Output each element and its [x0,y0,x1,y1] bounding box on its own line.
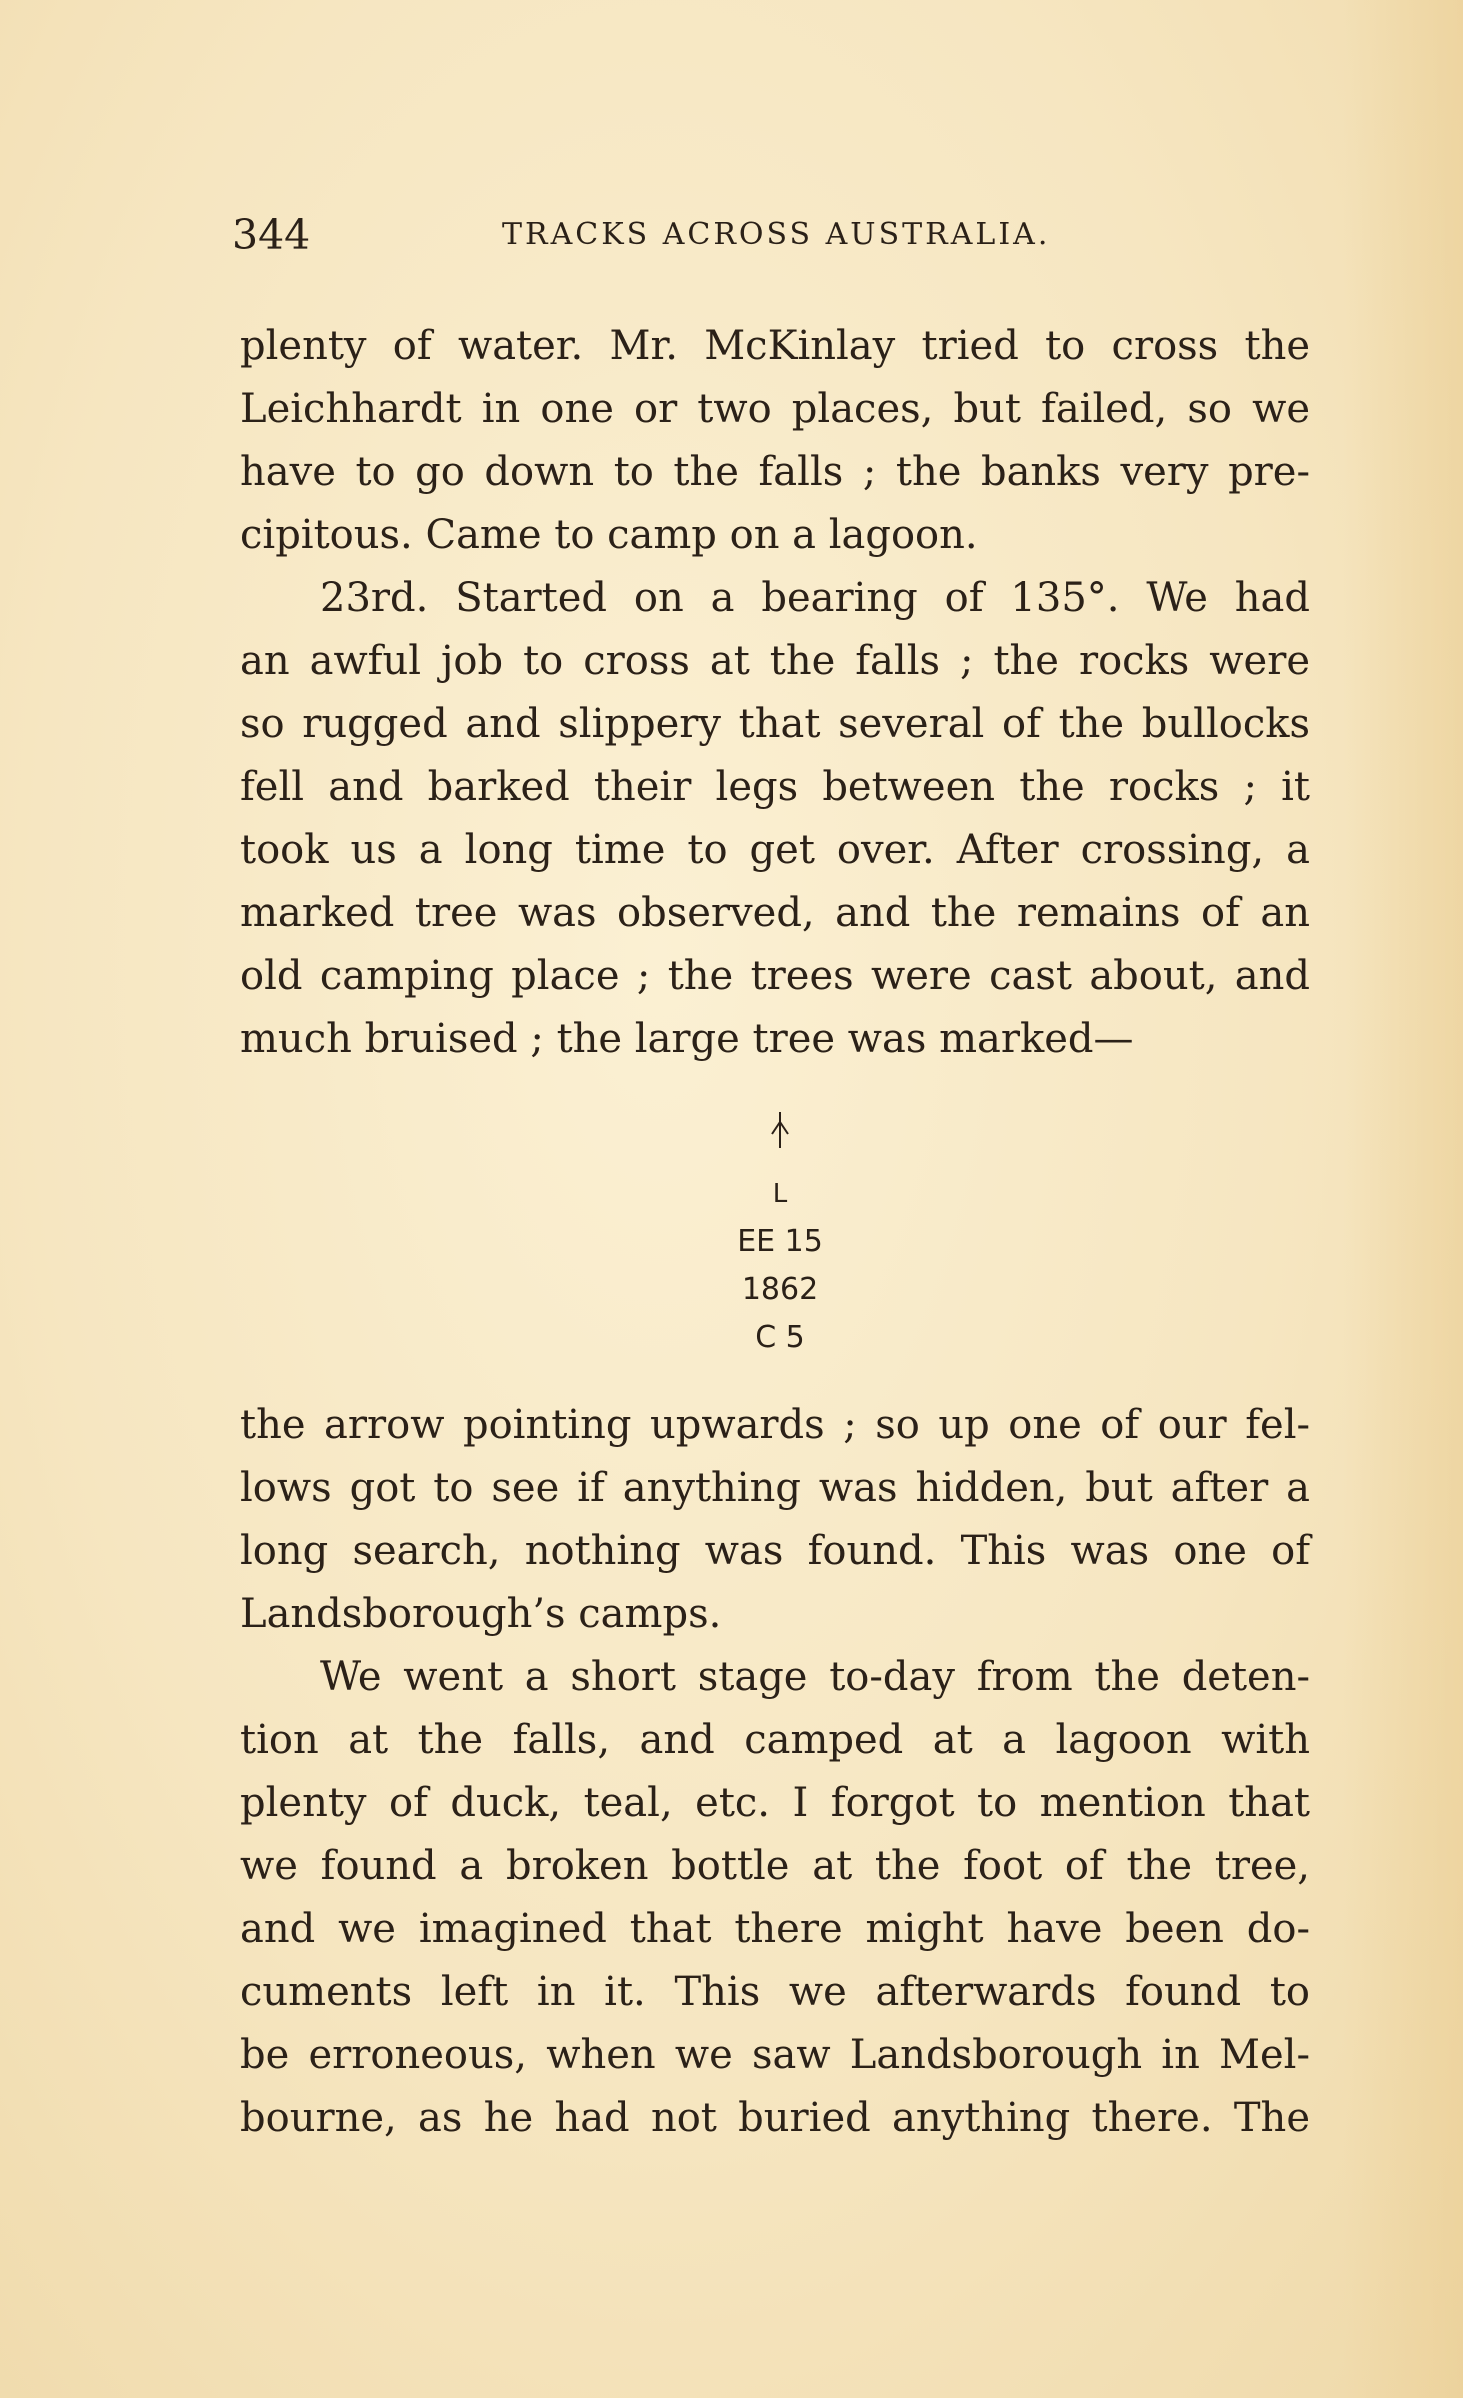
inscription-line: C 5 [755,1320,805,1355]
body-text-block-2 [240,1394,1310,2150]
text-line: cipitous. Came to camp on a lagoon. [240,512,978,558]
inscription-line: 1862 [741,1272,819,1307]
text-line: bourne, as he had not buried anything there. The [240,2095,1310,2141]
page-number: 344 [232,211,311,259]
text-line: have to go down to the falls ; the banks very pre- [240,449,1310,495]
text-line: 23rd. Started on a bearing of 135°. We had [320,575,1310,621]
inscription-line: L [772,1179,788,1209]
inscription-line: EE 15 [737,1224,823,1259]
page-header [232,205,1312,265]
text-line: Landsborough’s camps. [240,1591,722,1637]
text-line: cuments left in it. This we afterwards found to [240,1969,1310,2015]
text-line: and we imagined that there might have been do- [240,1906,1310,1952]
text-line: we found a broken bottle at the foot of the tree, [240,1843,1310,1889]
text-line: We went a short stage to-day from the deten- [320,1654,1310,1700]
text-line: Leichhardt in one or two places, but failed, so we [240,386,1310,432]
text-line: fell and barked their legs between the rocks ; it [240,764,1310,810]
text-line: lows got to see if anything was hidden, but after a [240,1465,1310,1511]
text-line: old camping place ; the trees were cast about, and [240,953,1310,999]
text-line: so rugged and slippery that several of the bullocks [240,701,1310,747]
body-text-block-1 [240,315,1310,1071]
text-line: plenty of duck, teal, etc. I forgot to mention that [240,1780,1310,1826]
text-line: an awful job to cross at the falls ; the rocks were [240,638,1310,684]
text-line: the arrow pointing upwards ; so up one of our fel- [240,1402,1310,1448]
text-line: took us a long time to get over. After crossing, a [240,827,1310,873]
arrow-up-icon [640,1108,920,1170]
text-line: tion at the falls, and camped at a lagoon with [240,1717,1310,1763]
text-line: plenty of water. Mr. McKinlay tried to cross the [240,323,1310,369]
tree-inscription [640,1108,920,1362]
text-line: much bruised ; the large tree was marked— [240,1016,1134,1062]
text-line: be erroneous, when we saw Landsborough in Mel- [240,2032,1310,2078]
text-line: long search, nothing was found. This was one of [240,1528,1310,1574]
text-line: marked tree was observed, and the remains of an [240,890,1310,936]
running-title: TRACKS ACROSS AUSTRALIA. [502,217,1051,252]
